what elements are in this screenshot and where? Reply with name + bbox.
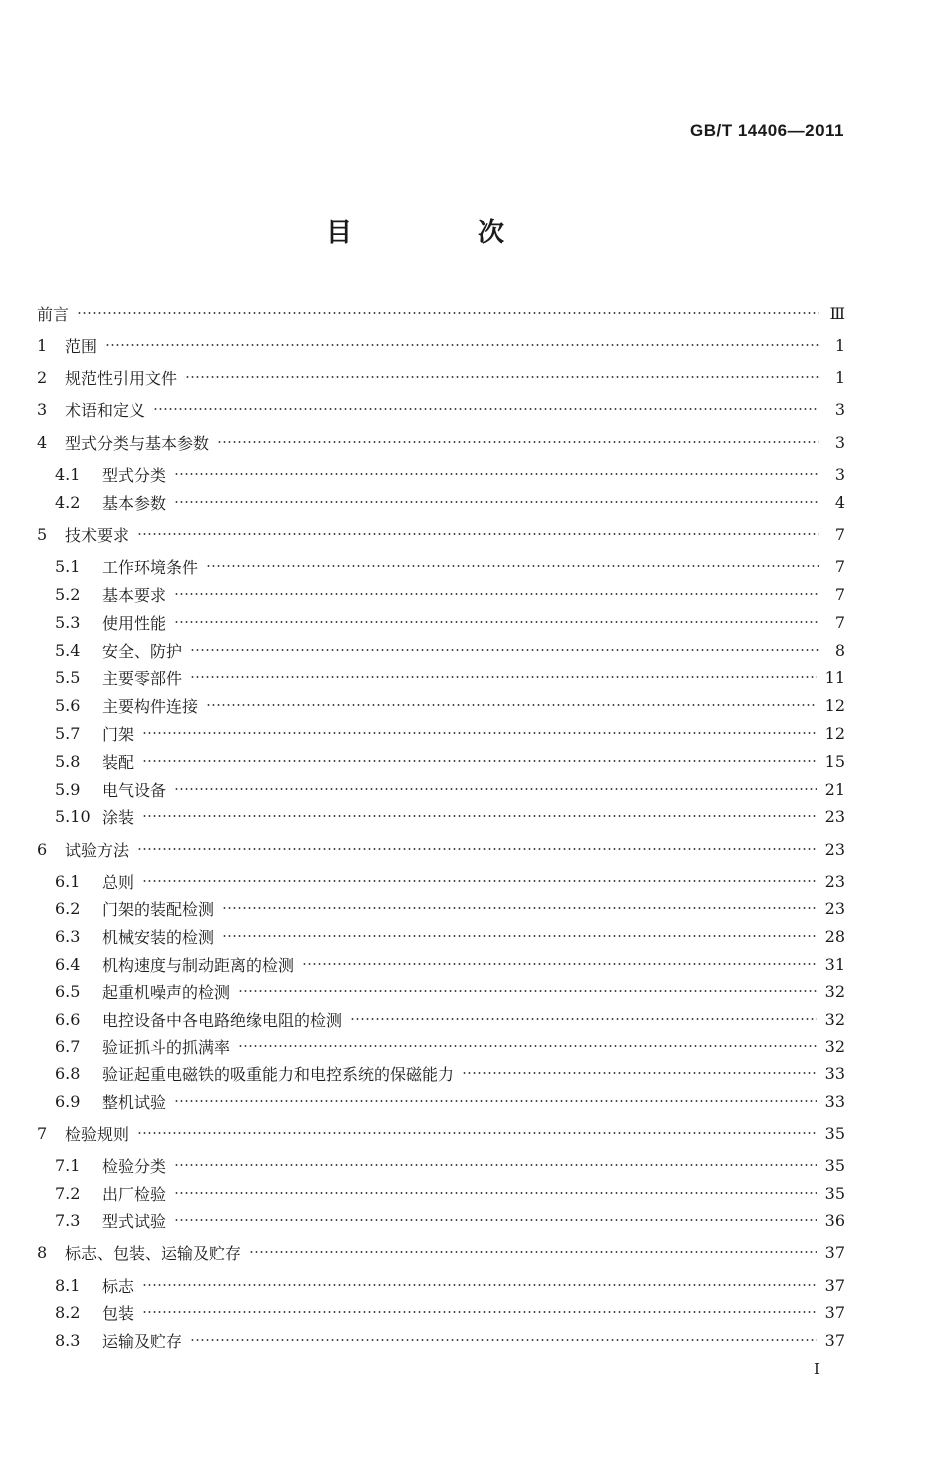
- toc-entry-number: 7: [37, 1123, 48, 1143]
- toc-entry-title: 型式分类: [102, 465, 167, 485]
- toc-entry-number: 3: [37, 399, 48, 419]
- toc-entry[interactable]: [37, 1120, 845, 1146]
- toc-entry-title: 机械安装的检测: [102, 927, 215, 947]
- toc-entry-number: 5.6: [55, 695, 81, 715]
- toc-entry-title: 范围: [65, 336, 98, 356]
- toc-entry-page: 36: [824, 1210, 845, 1230]
- toc-leader-dots: [137, 533, 819, 535]
- toc-entry-number: 5.5: [55, 667, 81, 687]
- toc-entry-title: 装配: [102, 752, 135, 772]
- toc-entry-page: 32: [824, 981, 845, 1001]
- toc-entry-title: 涂装: [102, 807, 135, 827]
- toc-entry-page: 33: [824, 1063, 845, 1083]
- toc-leader-dots: [174, 593, 819, 595]
- toc-entry-title: 整机试验: [102, 1092, 167, 1112]
- toc-entry[interactable]: [55, 489, 845, 515]
- toc-entry-page: 23: [824, 839, 845, 859]
- toc-leader-dots: [142, 760, 817, 762]
- toc-leader-dots: [190, 676, 817, 678]
- toc-entry-title: 基本要求: [102, 585, 167, 605]
- toc-leader-dots: [174, 621, 819, 623]
- page-title: 目 次: [325, 218, 554, 248]
- toc-entry-page: 23: [824, 806, 845, 826]
- toc-entry-page: 21: [824, 779, 845, 799]
- toc-entry-page: 35: [824, 1183, 845, 1203]
- toc-leader-dots: [105, 344, 819, 346]
- toc-leader-dots: [142, 1311, 817, 1313]
- toc-leader-dots: [174, 788, 817, 790]
- toc-entry-number: 8: [37, 1242, 48, 1262]
- toc-entry-page: 4: [834, 492, 845, 512]
- toc-entry-number: 6.3: [55, 926, 81, 946]
- toc-leader-dots: [174, 1100, 817, 1102]
- toc-entry-title: 电气设备: [102, 780, 167, 800]
- toc-leader-dots: [190, 649, 819, 651]
- toc-leader-dots: [77, 312, 819, 314]
- toc-leader-dots: [142, 732, 817, 734]
- toc-entry-title: 出厂检验: [102, 1184, 167, 1204]
- toc-entry-number: 4.1: [55, 464, 81, 484]
- toc-entry-title: 安全、防护: [102, 641, 183, 661]
- toc-entry-title: 标志、包装、运输及贮存: [65, 1243, 242, 1263]
- toc-entry-title: 总则: [102, 872, 135, 892]
- toc-entry-title: 主要零部件: [102, 668, 183, 688]
- toc-entry-title: 使用性能: [102, 613, 167, 633]
- toc-entry-page: 11: [824, 667, 845, 687]
- toc-entry[interactable]: [55, 951, 845, 977]
- toc-entry-number: 4.2: [55, 492, 81, 512]
- toc-entry-title: 标志: [102, 1276, 135, 1296]
- toc-entry-number: 5.9: [55, 779, 81, 799]
- toc-entry-page: 1: [834, 335, 845, 355]
- toc-entry-title: 电控设备中各电路绝缘电阻的检测: [102, 1010, 343, 1030]
- toc-entry[interactable]: [55, 1033, 845, 1059]
- toc-entry[interactable]: [37, 1239, 845, 1265]
- toc-entry-number: 8.2: [55, 1302, 81, 1322]
- toc-leader-dots: [238, 1045, 817, 1047]
- toc-entry-page: Ⅲ: [829, 303, 845, 323]
- toc-entry-page: 8: [834, 640, 845, 660]
- toc-leader-dots: [153, 408, 819, 410]
- toc-entry-number: 4: [37, 432, 48, 452]
- toc-entry-page: 23: [824, 871, 845, 891]
- toc-entry-title: 试验方法: [65, 840, 130, 860]
- toc-entry-page: 23: [824, 898, 845, 918]
- toc-entry-title: 主要构件连接: [102, 696, 199, 716]
- toc-leader-dots: [217, 441, 819, 443]
- toc-entry-title: 门架的装配检测: [102, 899, 215, 919]
- toc-entry[interactable]: [55, 1088, 845, 1114]
- toc-entry[interactable]: [55, 720, 845, 746]
- toc-leader-dots: [142, 815, 817, 817]
- toc-entry[interactable]: [55, 803, 845, 829]
- toc-entry-number: 5.7: [55, 723, 81, 743]
- toc-leader-dots: [174, 1219, 817, 1221]
- toc-entry-page: 7: [834, 556, 845, 576]
- toc-entry[interactable]: [55, 923, 845, 949]
- toc-entry[interactable]: [55, 637, 845, 663]
- toc-entry-title: 检验规则: [65, 1124, 130, 1144]
- toc-entry-title: 前言: [37, 304, 70, 324]
- toc-entry-number: 8.1: [55, 1275, 81, 1295]
- toc-entry-number: 5.4: [55, 640, 81, 660]
- toc-entry-page: 3: [834, 399, 845, 419]
- toc-entry[interactable]: [55, 1180, 845, 1206]
- toc-entry-title: 验证起重电磁铁的吸重能力和电控系统的保磁能力: [102, 1064, 455, 1084]
- toc-entry[interactable]: [55, 776, 845, 802]
- toc-entry-title: 技术要求: [65, 525, 130, 545]
- toc-entry[interactable]: [55, 461, 845, 487]
- toc-entry[interactable]: [55, 1006, 845, 1032]
- toc-entry[interactable]: [55, 748, 845, 774]
- toc-leader-dots: [174, 1164, 817, 1166]
- toc-entry-title: 起重机噪声的检测: [102, 982, 231, 1002]
- toc-entry-number: 7.3: [55, 1210, 81, 1230]
- toc-entry-page: 28: [824, 926, 845, 946]
- toc-entry[interactable]: [55, 1060, 845, 1086]
- toc-leader-dots: [142, 1284, 817, 1286]
- toc-entry[interactable]: [55, 664, 845, 690]
- toc-entry-title: 验证抓斗的抓满率: [102, 1037, 231, 1057]
- toc-entry[interactable]: [37, 332, 845, 358]
- standard-code: GB/T 14406—2011: [690, 121, 844, 140]
- toc-entry-number: 7.1: [55, 1155, 81, 1175]
- toc-entry-number: 5.1: [55, 556, 81, 576]
- toc-entry[interactable]: [55, 692, 845, 718]
- toc-entry[interactable]: [55, 1152, 845, 1178]
- toc-entry[interactable]: [55, 868, 845, 894]
- toc-entry-title: 基本参数: [102, 493, 167, 513]
- toc-leader-dots: [222, 907, 817, 909]
- toc-entry-page: 7: [834, 612, 845, 632]
- toc-entry-number: 5.10: [55, 806, 91, 826]
- toc-entry-title: 门架: [102, 724, 135, 744]
- toc-leader-dots: [185, 376, 819, 378]
- toc-leader-dots: [302, 963, 817, 965]
- toc-entry-number: 6.9: [55, 1091, 81, 1111]
- toc-leader-dots: [174, 1192, 817, 1194]
- toc-entry-title: 型式试验: [102, 1211, 167, 1231]
- toc-entry[interactable]: [55, 1207, 845, 1233]
- toc-entry[interactable]: [55, 553, 845, 579]
- toc-entry-number: 6.7: [55, 1036, 81, 1056]
- toc-entry-page: 12: [824, 695, 845, 715]
- toc-entry-page: 1: [834, 367, 845, 387]
- toc-entry-page: 33: [824, 1091, 845, 1111]
- toc-entry-number: 1: [37, 335, 48, 355]
- toc-entry-title: 术语和定义: [65, 400, 146, 420]
- toc-entry-title: 包装: [102, 1303, 135, 1323]
- toc-entry-number: 6.5: [55, 981, 81, 1001]
- toc-entry-page: 37: [824, 1330, 845, 1350]
- toc-entry-number: 5.8: [55, 751, 81, 771]
- toc-leader-dots: [238, 990, 817, 992]
- toc-entry-page: 3: [834, 432, 845, 452]
- toc-entry[interactable]: [55, 609, 845, 635]
- toc-entry[interactable]: [37, 521, 845, 547]
- toc-leader-dots: [137, 1132, 817, 1134]
- toc-entry-page: 12: [824, 723, 845, 743]
- toc-entry-page: 15: [824, 751, 845, 771]
- toc-entry-number: 7.2: [55, 1183, 81, 1203]
- toc-entry[interactable]: [55, 1299, 845, 1325]
- toc-entry-title: 工作环境条件: [102, 557, 199, 577]
- toc-leader-dots: [350, 1018, 817, 1020]
- toc-entry-page: 35: [824, 1123, 845, 1143]
- toc-leader-dots: [137, 848, 817, 850]
- toc-entry-title: 规范性引用文件: [65, 368, 178, 388]
- toc-entry-number: 6.2: [55, 898, 81, 918]
- toc-entry-number: 5.2: [55, 584, 81, 604]
- toc-leader-dots: [206, 565, 819, 567]
- toc-entry-number: 2: [37, 367, 48, 387]
- toc-entry-page: 3: [834, 464, 845, 484]
- toc-leader-dots: [462, 1072, 817, 1074]
- toc-entry-page: 7: [834, 584, 845, 604]
- toc-entry-number: 5.3: [55, 612, 81, 632]
- toc-entry[interactable]: [37, 429, 845, 455]
- toc-entry-number: 8.3: [55, 1330, 81, 1350]
- toc-entry-number: 6: [37, 839, 48, 859]
- toc-entry-number: 6.6: [55, 1009, 81, 1029]
- toc-entry[interactable]: [55, 895, 845, 921]
- toc-entry[interactable]: [37, 300, 845, 326]
- toc-entry-page: 32: [824, 1036, 845, 1056]
- toc-entry-title: 型式分类与基本参数: [65, 433, 210, 453]
- toc-entry-page: 37: [824, 1275, 845, 1295]
- toc-leader-dots: [222, 935, 817, 937]
- toc-entry-page: 35: [824, 1155, 845, 1175]
- toc-entry-page: 37: [824, 1302, 845, 1322]
- toc-entry-number: 6.8: [55, 1063, 81, 1083]
- toc-leader-dots: [174, 473, 819, 475]
- toc-entry-title: 运输及贮存: [102, 1331, 183, 1351]
- toc-entry-title: 机构速度与制动距离的检测: [102, 955, 295, 975]
- toc-entry-number: 5: [37, 524, 48, 544]
- toc-leader-dots: [174, 501, 819, 503]
- toc-entry[interactable]: [55, 1272, 845, 1298]
- toc-entry-number: 6.4: [55, 954, 81, 974]
- page-number: I: [814, 1360, 820, 1378]
- toc-entry-page: 31: [824, 954, 845, 974]
- toc-leader-dots: [206, 704, 817, 706]
- toc-entry[interactable]: [55, 581, 845, 607]
- toc-entry[interactable]: [37, 364, 845, 390]
- toc-entry[interactable]: [55, 1327, 845, 1353]
- toc-leader-dots: [142, 880, 817, 882]
- toc-entry-page: 37: [824, 1242, 845, 1262]
- toc-leader-dots: [249, 1251, 817, 1253]
- toc-entry-title: 检验分类: [102, 1156, 167, 1176]
- toc-entry-page: 7: [834, 524, 845, 544]
- toc-leader-dots: [190, 1339, 817, 1341]
- toc-entry[interactable]: [37, 396, 845, 422]
- toc-entry-number: 6.1: [55, 871, 81, 891]
- toc-entry[interactable]: [55, 978, 845, 1004]
- toc-entry-page: 32: [824, 1009, 845, 1029]
- toc-entry[interactable]: [37, 836, 845, 862]
